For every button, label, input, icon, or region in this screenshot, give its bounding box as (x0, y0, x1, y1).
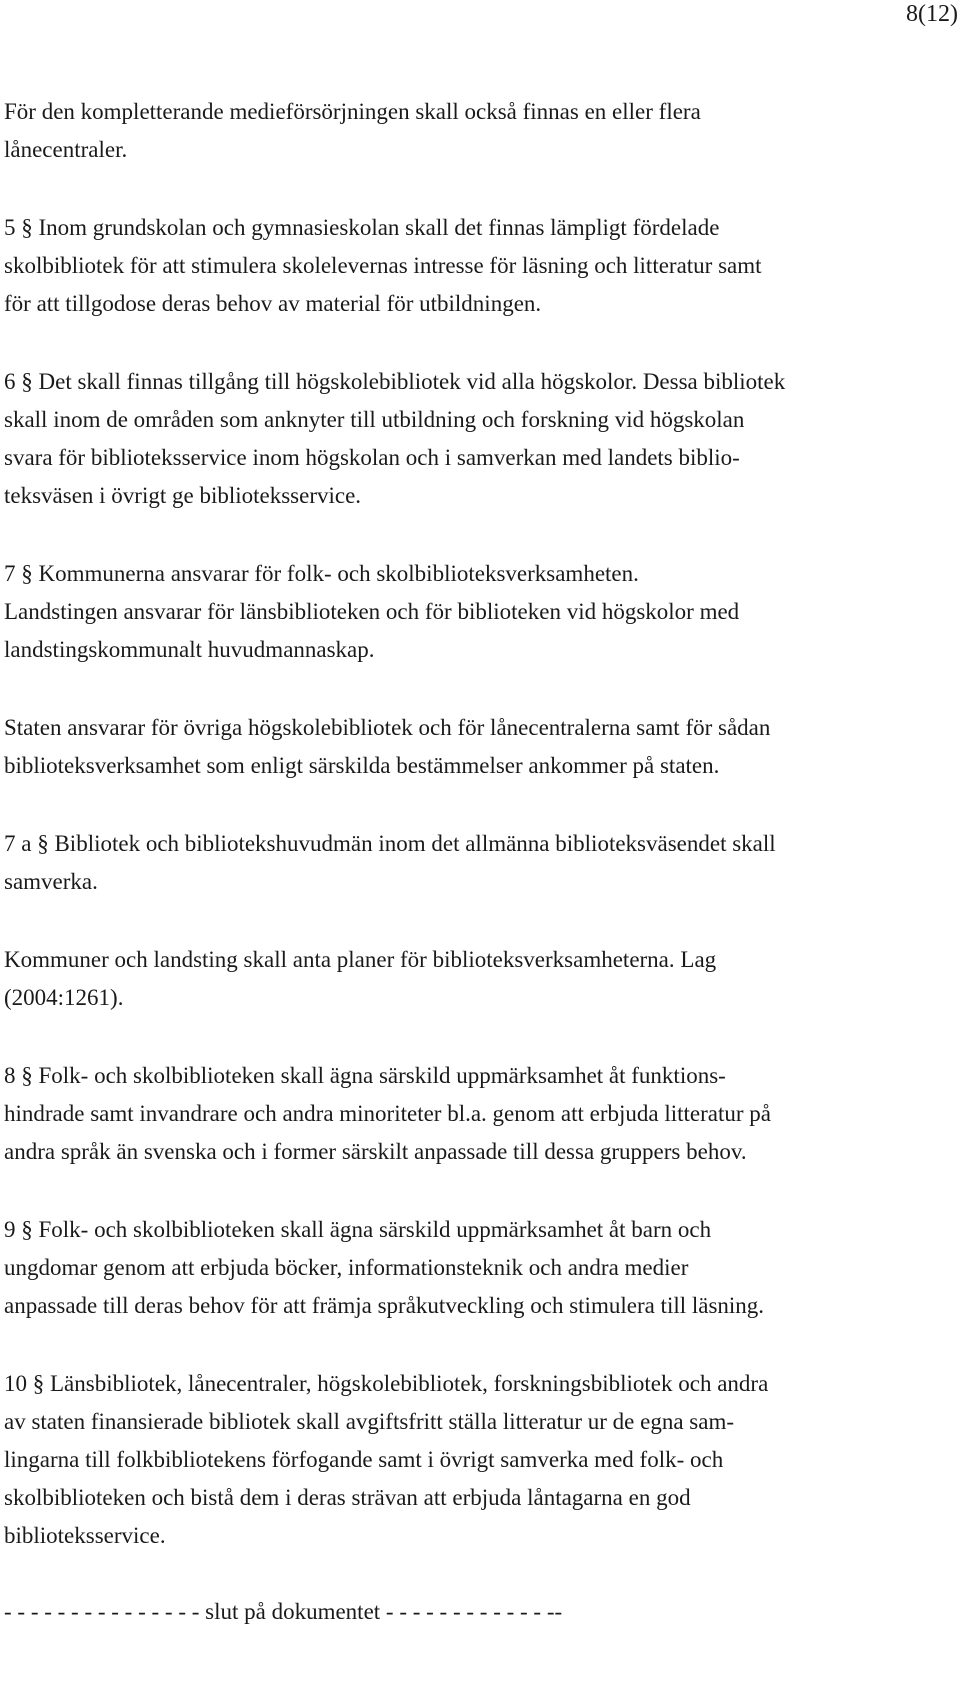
text-line: 5 § Inom grundskolan och gymnasieskolan skall det finnas lämpligt fördelade (4, 215, 720, 240)
document-body (4, 93, 956, 1631)
text-line: anpassade till deras behov för att främja språkutveckling och stimulera till läsning. (4, 1293, 765, 1318)
text-line: skolbibliotek för att stimulera skolelevernas intresse för läsning och litteratur samt (4, 253, 762, 278)
text-line: svara för biblioteksservice inom högskolan och i samverkan med landets biblio- (4, 445, 740, 470)
text-line: andra språk än svenska och i former särskilt anpassade till dessa gruppers behov. (4, 1139, 747, 1164)
text-line: ungdomar genom att erbjuda böcker, informationsteknik och andra medier (4, 1255, 689, 1280)
text-line: 6 § Det skall finnas tillgång till högskolebibliotek vid alla högskolor. Dessa bibliotek (4, 369, 786, 394)
section-6 (4, 363, 956, 515)
text-line: Staten ansvarar för övriga högskolebibliotek och för lånecentralerna samt för sådan (4, 715, 771, 740)
text-line: skolbiblioteken och bistå dem i deras strävan att erbjuda låntagarna en god (4, 1485, 691, 1510)
text-line: samverka. (4, 869, 98, 894)
text-line: (2004:1261). (4, 985, 124, 1010)
text-line: lånecentraler. (4, 137, 128, 162)
text-line: biblioteksverksamhet som enligt särskilda bestämmelser ankommer på staten. (4, 753, 720, 778)
text-line: För den kompletterande medieförsörjningen skall också finnas en eller flera (4, 99, 701, 124)
text-line: 7 § Kommunerna ansvarar för folk- och skolbiblioteksverksamheten. (4, 561, 639, 586)
text-line: 8 § Folk- och skolbiblioteken skall ägna särskild uppmärksamhet åt funktions- (4, 1063, 726, 1088)
text-line: 9 § Folk- och skolbiblioteken skall ägna särskild uppmärksamhet åt barn och (4, 1217, 712, 1242)
text-line: landstingskommunalt huvudmannaskap. (4, 637, 375, 662)
section-10 (4, 1365, 956, 1555)
section-7a (4, 825, 956, 901)
section-7-staten (4, 709, 956, 785)
text-line: lingarna till folkbibliotekens förfogande samt i övrigt samverka med folk- och (4, 1447, 724, 1472)
text-line: hindrade samt invandrare och andra minoriteter bl.a. genom att erbjuda litteratur på (4, 1101, 772, 1126)
paragraph-medieforsorjning (4, 93, 956, 169)
text-line: för att tillgodose deras behov av material för utbildningen. (4, 291, 542, 316)
text-line: teksväsen i övrigt ge biblioteksservice. (4, 483, 362, 508)
text-line: 10 § Länsbibliotek, lånecentraler, högskolebibliotek, forskningsbibliotek och andra (4, 1371, 769, 1396)
text-line: skall inom de områden som anknyter till utbildning och forskning vid högskolan (4, 407, 745, 432)
text-line: Landstingen ansvarar för länsbiblioteken och för biblioteken vid högskolor med (4, 599, 740, 624)
section-9 (4, 1211, 956, 1325)
section-8 (4, 1057, 956, 1171)
text-line: biblioteksservice. (4, 1523, 166, 1548)
text-line: Kommuner och landsting skall anta planer för biblioteksverksamheterna. Lag (4, 947, 717, 972)
end-of-document-marker: - - - - - - - - - - - - - - - slut på dokumentet - - - - - - - - - - - - -- (4, 1599, 563, 1624)
section-7 (4, 555, 956, 669)
page-number: 8(12) (906, 1, 958, 27)
text-line: av staten finansierade bibliotek skall avgiftsfritt ställa litteratur ur de egna sam- (4, 1409, 735, 1434)
section-5 (4, 209, 956, 323)
text-line: 7 a § Bibliotek och bibliotekshuvudmän inom det allmänna biblioteksväsendet skall (4, 831, 776, 856)
section-7a-planer (4, 941, 956, 1017)
